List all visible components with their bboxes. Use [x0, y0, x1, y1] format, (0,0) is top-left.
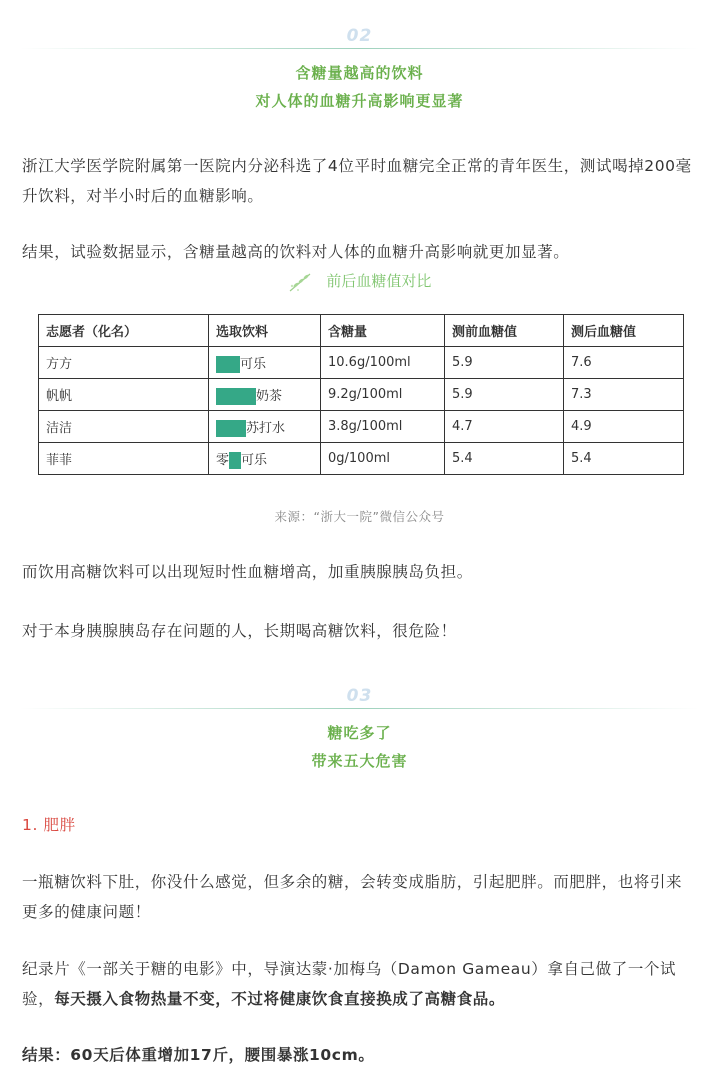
redaction-block — [216, 356, 240, 373]
table-row — [39, 411, 684, 443]
cell-name: 菲菲 — [39, 443, 209, 475]
cell-sugar: 3.8g/100ml — [321, 411, 445, 443]
documentary-emphasis: 每天摄入食物热量不变，不过将健康饮食直接换成了高糖食品。 — [54, 990, 506, 1008]
section-divider — [20, 48, 699, 49]
cell-drink — [209, 411, 321, 443]
section-divider — [20, 708, 699, 709]
cell-sugar: 9.2g/100ml — [321, 379, 445, 411]
drink-prefix: 零 — [216, 452, 230, 468]
header-drink: 选取饮料 — [209, 315, 321, 347]
redaction-block — [216, 388, 256, 405]
cell-sugar: 10.6g/100ml — [321, 347, 445, 379]
cell-name: 帆帆 — [39, 379, 209, 411]
header-before: 测前血糖值 — [445, 315, 564, 347]
paragraph-obesity: 一瓶糖饮料下肚，你没什么感觉，但多余的糖，会转变成脂肪，引起肥胖。而肥胖，也将引来更多的健康问题！ — [22, 873, 683, 921]
table-header-row — [39, 315, 684, 347]
cell-after: 4.9 — [564, 411, 684, 443]
redaction-block — [216, 420, 246, 437]
drink-label: 苏打水 — [246, 420, 286, 436]
cell-before: 5.4 — [445, 443, 564, 475]
cell-before: 4.7 — [445, 411, 564, 443]
table-row — [39, 379, 684, 411]
drink-label: 可乐 — [241, 452, 268, 468]
paragraph-result: 结果：60天后体重增加17斤，腰围暴涨10cm。 — [22, 1046, 375, 1064]
blood-sugar-table — [38, 314, 684, 475]
paragraph-danger: 对于本身胰腺胰岛存在问题的人，长期喝高糖饮料，很危险！ — [22, 622, 457, 640]
cell-name: 洁洁 — [39, 411, 209, 443]
table-caption — [0, 270, 719, 293]
drink-label: 可乐 — [240, 356, 267, 372]
table-row — [39, 443, 684, 475]
cell-before: 5.9 — [445, 347, 564, 379]
cell-before: 5.9 — [445, 379, 564, 411]
table-caption-text: 前后血糖值对比 — [326, 272, 432, 290]
harm-heading-obesity: 1. 肥胖 — [22, 816, 76, 834]
section-title-line2: 对人体的血糖升高影响更显著 — [255, 92, 464, 110]
paragraph-short-term-effect: 而饮用高糖饮料可以出现短时性血糖增高，加重胰腺胰岛负担。 — [22, 563, 473, 581]
paragraph-study-result: 结果，试验数据显示，含糖量越高的饮料对人体的血糖升高影响就更加显著。 — [22, 243, 570, 261]
leaf-sprig-icon — [288, 271, 314, 293]
drink-label: 奶茶 — [256, 388, 283, 404]
header-sugar: 含糖量 — [321, 315, 445, 347]
paragraph-documentary — [22, 954, 698, 1014]
cell-after: 7.6 — [564, 347, 684, 379]
paragraph-study-intro: 浙江大学医学院附属第一医院内分泌科选了4位平时血糖完全正常的青年医生，测试喝掉200毫升饮料，对半小时后的血糖影响。 — [22, 157, 692, 205]
cell-drink — [209, 443, 321, 475]
cell-drink — [209, 347, 321, 379]
section-title-line2: 带来五大危害 — [311, 752, 408, 770]
section-number: 03 — [346, 686, 373, 706]
section-title-line1: 含糖量越高的饮料 — [295, 64, 424, 82]
section-number: 02 — [346, 26, 373, 46]
documentary-text: 纪录片《一部关于糖的电影》中，导演达蒙·加梅乌（Damon Gameau）拿自己做了一个试验， — [22, 960, 677, 1008]
header-after: 测后血糖值 — [564, 315, 684, 347]
cell-name: 方方 — [39, 347, 209, 379]
cell-after: 7.3 — [564, 379, 684, 411]
table-source: 来源：“浙大一院”微信公众号 — [274, 509, 445, 524]
cell-sugar: 0g/100ml — [321, 443, 445, 475]
table-row — [39, 347, 684, 379]
cell-drink — [209, 379, 321, 411]
cell-after: 5.4 — [564, 443, 684, 475]
redaction-block — [229, 452, 241, 469]
header-volunteer: 志愿者（化名） — [39, 315, 209, 347]
section-title-line1: 糖吃多了 — [327, 724, 392, 742]
